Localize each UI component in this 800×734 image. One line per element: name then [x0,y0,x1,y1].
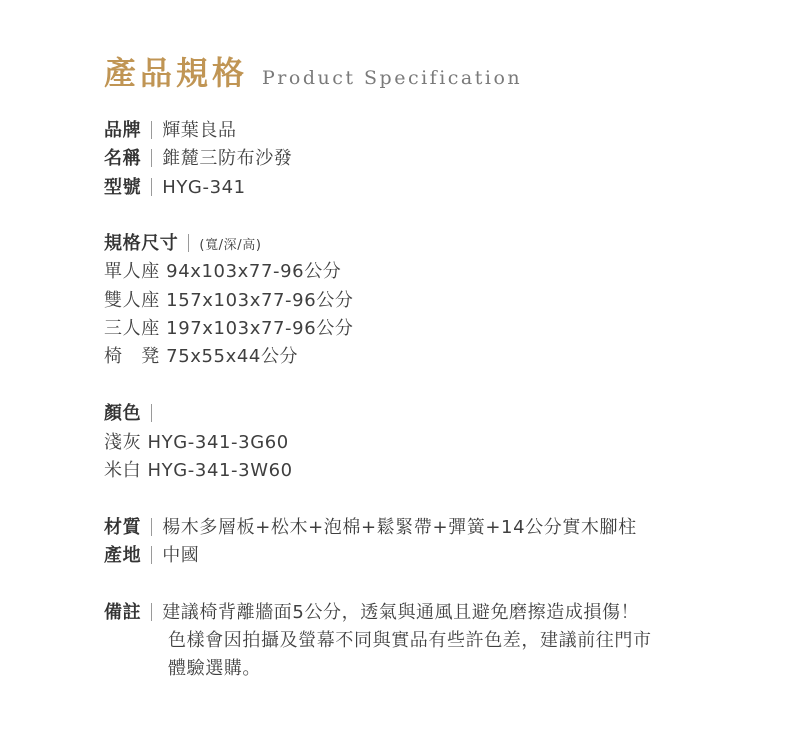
divider [151,404,152,422]
divider [151,149,152,167]
spec-name [104,146,292,172]
spec-value: 楊木多層板+松木+泡棉+鬆緊帶+彈簧+14公分實木腳柱 [162,517,637,538]
spec-remarks [104,600,639,626]
spec-origin [104,543,199,569]
dimension-name: 雙人座 [104,290,160,311]
divider [151,546,152,564]
spec-label: 備註 [104,602,142,623]
spec-value: 輝葉良品 [162,120,237,141]
color-code: HYG-341-3W60 [147,460,293,481]
spec-value: 錐麓三防布沙發 [162,148,293,169]
spec-value: HYG-341 [162,177,246,198]
dimension-row [104,316,353,342]
spec-label: 顏色 [104,403,142,424]
remark-line: 色樣會因拍攝及螢幕不同與實品有些許色差，建議前往門市 [168,630,652,651]
page-title-row [104,48,522,94]
spec-material [104,515,637,541]
divider [188,234,189,252]
spec-brand [104,118,237,144]
remark-line: 建議椅背離牆面5公分，透氣與通風且避免磨擦造成損傷！ [162,602,640,623]
color-name: 淺灰 [104,432,142,453]
spec-value: 中國 [162,545,200,566]
spec-label: 型號 [104,177,142,198]
color-row [104,458,293,484]
dimension-value: 75x55x44公分 [166,346,299,367]
dimension-row [104,288,353,314]
dimension-name: 三人座 [104,318,160,339]
spec-colors-header [104,401,162,427]
spec-model [104,175,246,201]
color-row [104,430,289,456]
dimensions-note: (寬/深/高) [199,238,262,253]
spec-label: 品牌 [104,120,142,141]
spec-label: 規格尺寸 [104,233,179,254]
color-code: HYG-341-3G60 [147,432,289,453]
dimension-row [104,259,341,285]
page-subtitle: Product Specification [262,67,523,89]
divider [151,121,152,139]
dimension-value: 94x103x77-96公分 [166,261,342,282]
divider [151,518,152,536]
color-name: 米白 [104,460,142,481]
dimension-name: 單人座 [104,261,160,282]
dimension-row [104,344,298,370]
spec-label: 材質 [104,517,142,538]
spec-label: 名稱 [104,148,142,169]
dimension-value: 197x103x77-96公分 [166,318,354,339]
page-title: 產品規格 [104,54,249,92]
dimension-name: 椅 凳 [104,346,160,367]
divider [151,603,152,621]
divider [151,178,152,196]
spec-label: 產地 [104,545,142,566]
dimension-value: 157x103x77-96公分 [166,290,354,311]
spec-dimensions-header [104,231,262,259]
remark-line: 體驗選購。 [168,658,261,679]
